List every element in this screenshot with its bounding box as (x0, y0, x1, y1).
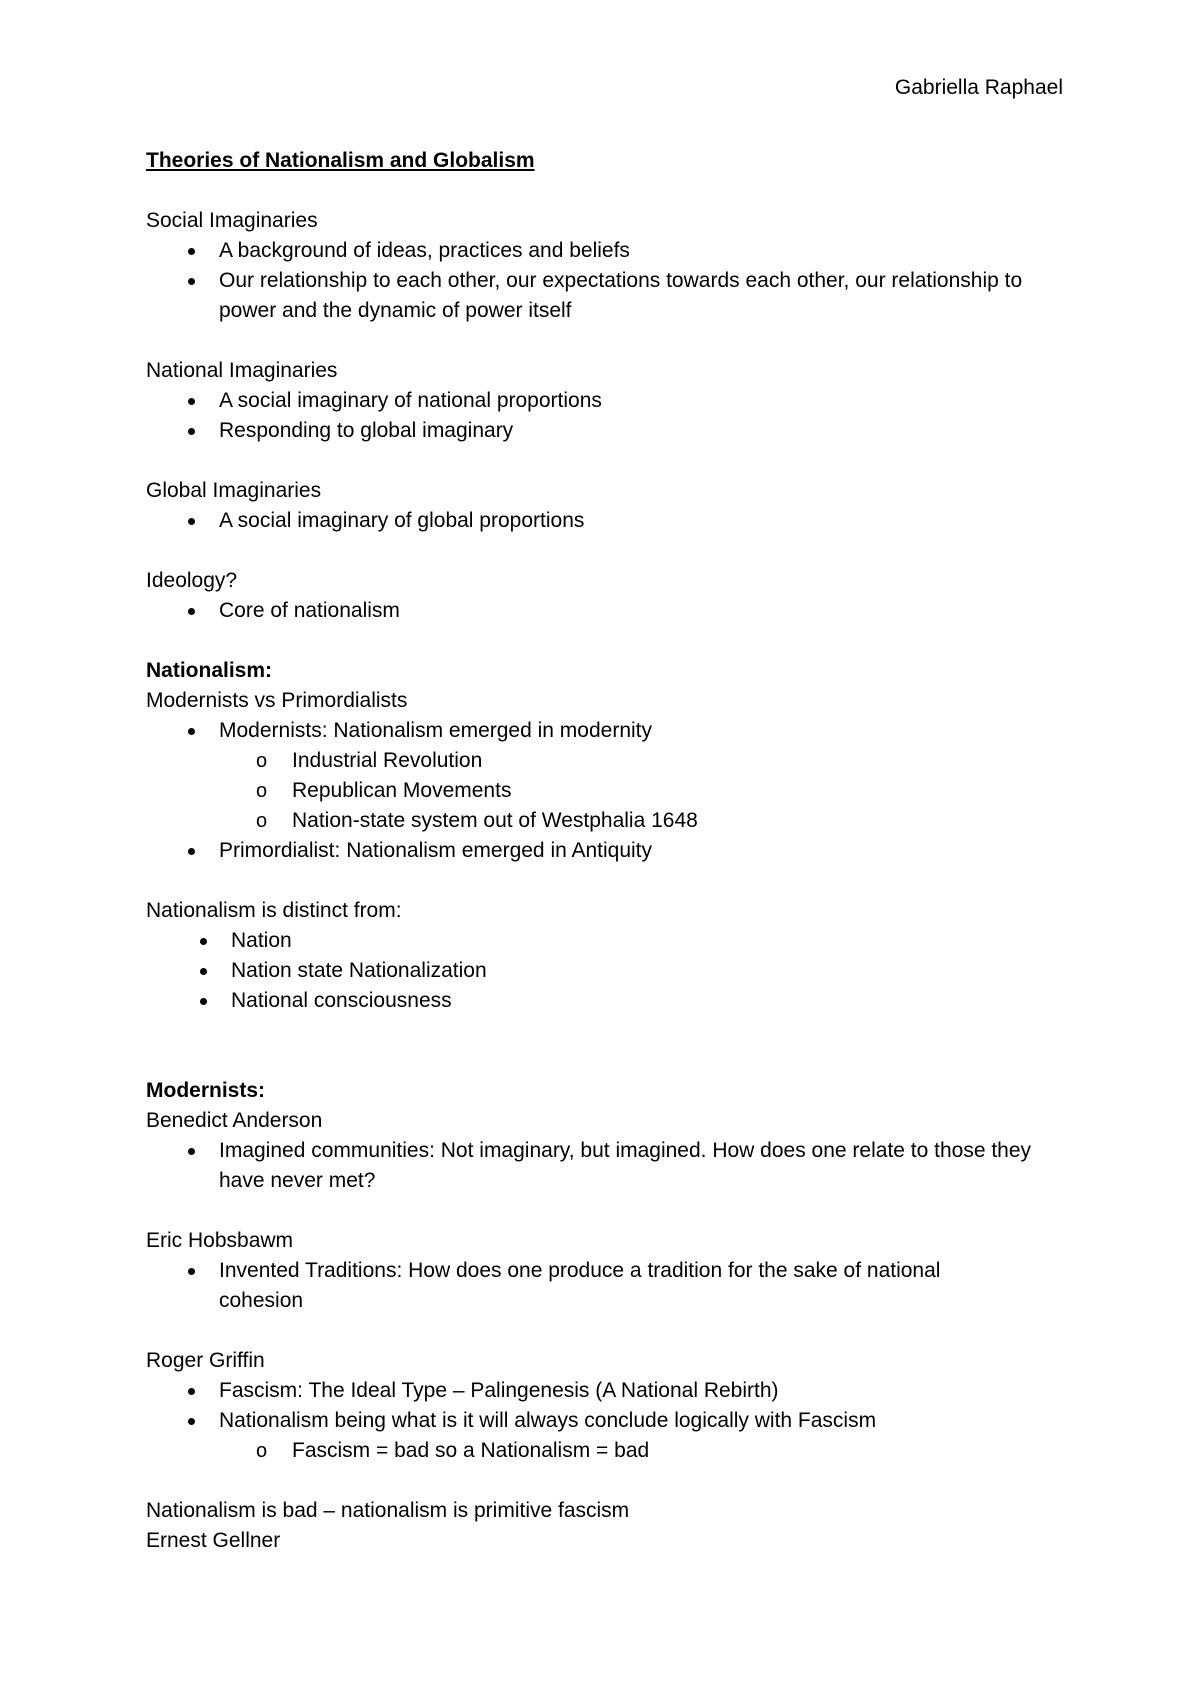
bullet-icon (188, 1268, 195, 1275)
list-item: A background of ideas, practices and beliefs (219, 236, 630, 266)
list-item: A social imaginary of national proportions (219, 386, 602, 416)
hollow-bullet-icon: o (256, 750, 268, 772)
bullet-icon (188, 848, 195, 855)
bullet-icon (188, 728, 195, 735)
section-heading-social: Social Imaginaries (146, 209, 318, 232)
list-item: A social imaginary of global proportions (219, 506, 584, 536)
bullet-icon (188, 1388, 195, 1395)
sub-list-item: o Industrial Revolution (292, 746, 482, 776)
bullet-icon (188, 1148, 195, 1155)
bullet-icon (188, 518, 195, 525)
document-title: Theories of Nationalism and Globalism (146, 149, 535, 172)
theorist-name: Benedict Anderson (146, 1109, 323, 1132)
bullet-icon (200, 968, 207, 975)
sub-list-item: o Nation-state system out of Westphalia 1648 (292, 806, 698, 836)
theorist-name: Eric Hobsbawm (146, 1229, 294, 1252)
list-item: Responding to global imaginary (219, 416, 513, 446)
section-heading-nationalism: Nationalism: (146, 659, 273, 682)
bullet-icon (188, 278, 195, 285)
bullet-icon (188, 428, 195, 435)
section-heading-national: National Imaginaries (146, 359, 338, 382)
bullet-icon (188, 608, 195, 615)
bullet-icon (188, 398, 195, 405)
hollow-bullet-icon: o (256, 1440, 268, 1462)
list-item: Fascism: The Ideal Type – Palingenesis (A National Rebirth) (219, 1376, 779, 1406)
list-item: Imagined communities: Not imaginary, but imagined. How does one relate to those they have never met? (219, 1136, 1059, 1196)
list-item: Invented Traditions: How does one produce a tradition for the sake of national cohesion (219, 1256, 1019, 1316)
sub-list-item: o Republican Movements (292, 776, 511, 806)
list-item: Primordialist: Nationalism emerged in Antiquity (219, 836, 652, 866)
section-heading-modernists: Modernists: (146, 1079, 266, 1102)
hollow-bullet-icon: o (256, 810, 268, 832)
bullet-icon (200, 998, 207, 1005)
subheading: Modernists vs Primordialists (146, 689, 408, 712)
section-heading-global: Global Imaginaries (146, 479, 322, 502)
list-item: Our relationship to each other, our expectations towards each other, our relationship to power and the dynamic of power itself (219, 266, 1069, 326)
section-heading-ideology: Ideology? (146, 569, 238, 592)
theorist-name: Ernest Gellner (146, 1529, 281, 1552)
list-item: Core of nationalism (219, 596, 400, 626)
list-item: Modernists: Nationalism emerged in modernity (219, 716, 652, 746)
theorist-name: Roger Griffin (146, 1349, 265, 1372)
list-item: National consciousness (231, 986, 452, 1016)
author-name: Gabriella Raphael (894, 76, 1063, 99)
section-heading-distinct: Nationalism is distinct from: (146, 899, 402, 922)
list-item: Nation state Nationalization (231, 956, 487, 986)
list-item: Nationalism being what is it will always conclude logically with Fascism (219, 1406, 876, 1436)
sub-list-item: o Fascism = bad so a Nationalism = bad (292, 1436, 649, 1466)
bullet-icon (188, 248, 195, 255)
bullet-icon (200, 938, 207, 945)
bullet-icon (188, 1418, 195, 1425)
list-item: Nation (231, 926, 292, 956)
closing-statement: Nationalism is bad – nationalism is primitive fascism (146, 1499, 630, 1522)
hollow-bullet-icon: o (256, 780, 268, 802)
